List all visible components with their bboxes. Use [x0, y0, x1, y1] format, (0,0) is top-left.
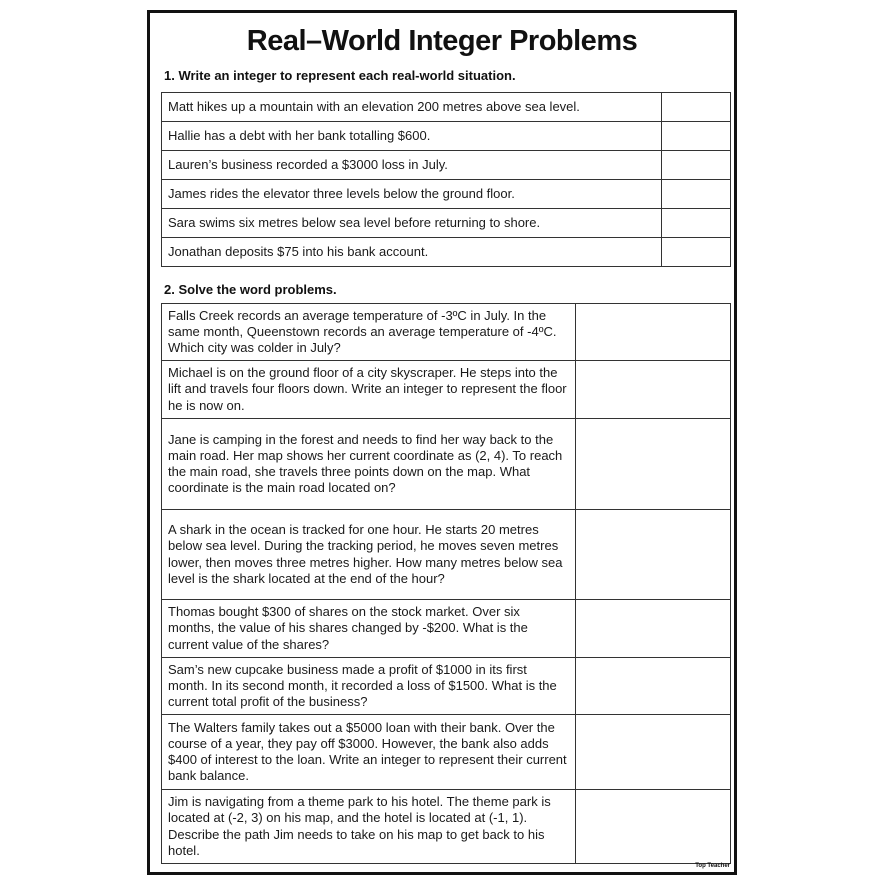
word-problems-table — [161, 303, 731, 864]
answer-box[interactable] — [576, 790, 731, 864]
answer-box[interactable] — [662, 93, 731, 122]
situation-text: Jonathan deposits $75 into his bank account. — [162, 238, 662, 267]
situation-text: Hallie has a debt with her bank totalling $600. — [162, 122, 662, 151]
brand-logo: Top Teacher — [695, 863, 730, 869]
problem-text: Thomas bought $300 of shares on the stock market. Over six months, the value of his shares changed by -$200. What is the current value of the shares? — [162, 600, 576, 658]
problem-text: The Walters family takes out a $5000 loan with their bank. Over the course of a year, they pay off $3000. However, the bank also adds $400 of interest to the loan. Write an integer to represent their current bank balance. — [162, 715, 576, 790]
table-row — [162, 790, 731, 864]
table-row — [162, 151, 731, 180]
problem-text: Jane is camping in the forest and needs to find her way back to the main road. Her map shows her current coordinate as (2, 4). To reach the main road, she travels three points down on the map. What coordinate is the main road located on? — [162, 419, 576, 510]
worksheet — [147, 10, 737, 875]
situation-text: Lauren’s business recorded a $3000 loss in July. — [162, 151, 662, 180]
table-row — [162, 238, 731, 267]
table-row — [162, 600, 731, 658]
answer-box[interactable] — [576, 600, 731, 658]
problem-text: Falls Creek records an average temperature of -3ºC in July. In the same month, Queenstown records an average temperature of -4ºC. Which city was colder in July? — [162, 304, 576, 361]
table-row — [162, 180, 731, 209]
table-row — [162, 209, 731, 238]
table-row — [162, 361, 731, 419]
table-row — [162, 122, 731, 151]
page-title: Real–World Integer Problems — [246, 25, 638, 57]
section-1-heading: 1. Write an integer to represent each real-world situation. — [164, 68, 516, 83]
answer-box[interactable] — [662, 122, 731, 151]
answer-box[interactable] — [576, 304, 731, 361]
table-row — [162, 658, 731, 715]
answer-box[interactable] — [662, 180, 731, 209]
problem-text: A shark in the ocean is tracked for one hour. He starts 20 metres below sea level. During the tracking period, he moves seven metres lower, then moves three metres higher. How many metres below sea level is the shark located at the end of the hour? — [162, 510, 576, 600]
table-row — [162, 510, 731, 600]
situations-table — [161, 92, 731, 267]
situation-text: James rides the elevator three levels below the ground floor. — [162, 180, 662, 209]
table-row — [162, 715, 731, 790]
problem-text: Jim is navigating from a theme park to his hotel. The theme park is located at (-2, 3) on his map, and the hotel is located at (-1, 1). Describe the path Jim needs to take on his map to get back to his hotel. — [162, 790, 576, 864]
table-row — [162, 419, 731, 510]
section-2-heading: 2. Solve the word problems. — [164, 282, 337, 297]
answer-box[interactable] — [576, 419, 731, 510]
answer-box[interactable] — [576, 361, 731, 419]
answer-box[interactable] — [662, 209, 731, 238]
problem-text: Sam’s new cupcake business made a profit of $1000 in its first month. In its second month, it recorded a loss of $1500. What is the current total profit of the business? — [162, 658, 576, 715]
situation-text: Sara swims six metres below sea level before returning to shore. — [162, 209, 662, 238]
answer-box[interactable] — [576, 715, 731, 790]
answer-box[interactable] — [576, 510, 731, 600]
answer-box[interactable] — [662, 151, 731, 180]
table-row — [162, 93, 731, 122]
answer-box[interactable] — [576, 658, 731, 715]
table-row — [162, 304, 731, 361]
problem-text: Michael is on the ground floor of a city skyscraper. He steps into the lift and travels four floors down. Write an integer to represent the floor he is now on. — [162, 361, 576, 419]
answer-box[interactable] — [662, 238, 731, 267]
situation-text: Matt hikes up a mountain with an elevation 200 metres above sea level. — [162, 93, 662, 122]
